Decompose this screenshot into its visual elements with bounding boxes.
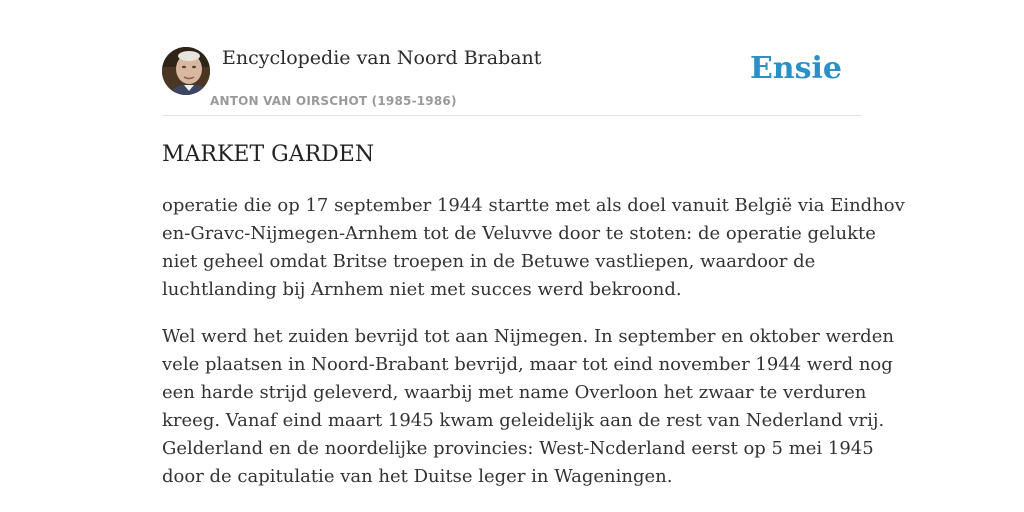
entry-title: MARKET GARDEN [162, 142, 375, 167]
text-line: kreeg. Vanaf eind maart 1945 kwam geleidelijk aan de rest van Nederland vrij. [162, 410, 885, 431]
header [162, 0, 862, 116]
text-line: een harde strijd geleverd, waarbij met name Overloon het zwaar te verduren [162, 382, 867, 403]
author-portrait-icon [162, 47, 210, 95]
text-line: door de capitulatie van het Duitse leger in Wageningen. [162, 466, 673, 487]
text-line: luchtlanding bij Arnhem niet met succes werd bekroond. [162, 279, 682, 300]
entry-body [162, 192, 905, 510]
text-line: Wel werd het zuiden bevrijd tot aan Nijmegen. In september en oktober werden [162, 326, 894, 347]
paragraph [162, 192, 905, 304]
text-line: Gelderland en de noordelijke provincies: West-Ncderland eerst op 5 mei 1945 [162, 438, 874, 459]
ensie-logo[interactable]: Ensie [749, 51, 842, 86]
author-avatar[interactable] [162, 47, 210, 95]
text-line: operatie die op 17 september 1944 startte met als doel vanuit België via Eindhov [162, 195, 905, 216]
text-line: en-Gravc-Nijmegen-Arnhem tot de Veluvve door te stoten: de operatie gelukte [162, 223, 876, 244]
text-line: niet geheel omdat Britse troepen in de Betuwe vastliepen, waardoor de [162, 251, 816, 272]
source-title[interactable]: Encyclopedie van Noord Brabant [222, 47, 542, 69]
author-name[interactable]: ANTON VAN OIRSCHOT (1985-1986) [210, 94, 457, 108]
paragraph [162, 323, 894, 491]
text-line: vele plaatsen in Noord-Brabant bevrijd, maar tot eind november 1944 werd nog [162, 354, 893, 375]
